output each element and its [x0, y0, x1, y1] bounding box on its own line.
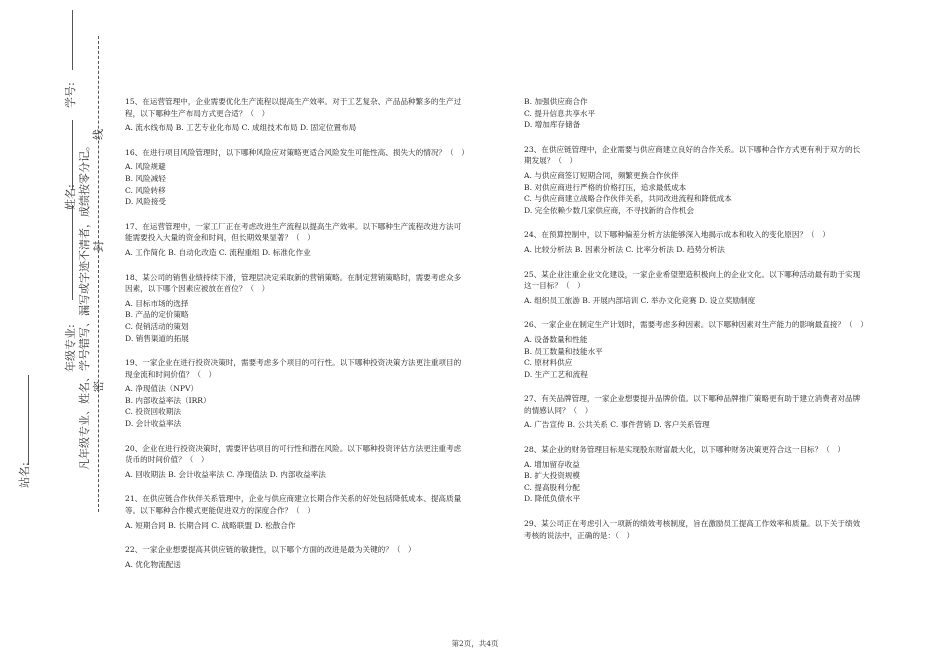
question-option: A. 净现值法（NPV）: [125, 384, 199, 394]
question-option: D. 增加库存储备: [524, 120, 581, 130]
question-stem: 20、企业在进行投资决策时，需要评估项目的可行性和潜在风险。以下哪种投资评估方法更注重考虑货币的时间价值？（ ）: [125, 443, 462, 465]
question-option: A. 工作简化 B. 自动化改造 C. 流程重组 D. 标准化作业: [125, 247, 311, 257]
page-footer: 第2页，共4页: [451, 639, 499, 648]
binding-notice: 凡年级专业、姓名、学号错写、漏写或字迹不清者，成绩按零分记。: [78, 140, 91, 470]
question: [524, 144, 864, 217]
question-option: A. 与供应商签订短期合同，频繁更换合作伙伴: [524, 170, 679, 180]
question-option: C. 提高股利分配: [524, 482, 580, 492]
question-stem: 21、在供应链合作伙伴关系管理中，企业与供应商建立长期合作关系的好处包括降低成本、提高质量等。以下哪种合作模式更能促进双方的深度合作？（ ）: [125, 494, 462, 516]
site-label: 站名:: [18, 462, 31, 488]
question-stem: 27、有关品牌管理，一家企业想要提升品牌价值。以下哪种品牌推广策略更有助于建立消费者对品牌的情感认同？（ ）: [524, 394, 861, 415]
question-option: A. 组织员工旅游 B. 开展内部培训 C. 举办文化竞赛 D. 设立奖励制度: [524, 295, 756, 305]
question-stem: 29、某公司正在考虑引入一项新的绩效考核制度，旨在激励员工提高工作效率和质量。以下关于绩效考核的说法中，正确的是：（ ）: [524, 519, 861, 540]
question-option: A. 设备数量和性能: [524, 334, 588, 344]
question-stem: 26、一家企业在制定生产计划时，需要考虑多种因素。以下哪种因素对生产能力的影响最直接？（ ）: [524, 320, 868, 330]
question-option: C. 风险转移: [125, 185, 166, 195]
question-option: D. 生产工艺和流程: [524, 369, 588, 379]
question-stem: 24、在预算控制中，以下哪种偏差分析方法能够深入地揭示成本和收入的变化原因？（ ）: [524, 230, 830, 240]
question-option: B. 加强供应商合作: [524, 97, 588, 106]
question-stem: 18、某公司的销售业绩持续下滑，管理层决定采取新的营销策略。在制定营销策略时，需要考虑众多因素，以下哪个因素应被放在首位？（ ）: [125, 272, 462, 294]
question: [524, 229, 864, 255]
seal-feng: 封: [92, 241, 105, 252]
question-option: A. 增加留存收益: [524, 459, 580, 469]
question: [125, 96, 465, 134]
seal-mi: 密: [92, 381, 105, 392]
question-option: D. 完全依赖少数几家供应商，不寻找新的合作机会: [524, 205, 695, 215]
question-option: A. 目标市场的选择: [125, 298, 189, 308]
question-option: C. 促销活动的策划: [125, 321, 189, 331]
question: [125, 357, 465, 430]
question: [524, 319, 868, 380]
name-label: 姓名:: [64, 184, 77, 210]
seal-dash-line: [98, 36, 99, 512]
question-option: C. 提升信息共享水平: [524, 108, 596, 118]
question-stem: 25、某企业注重企业文化建设，一家企业希望塑造积极向上的企业文化。以下哪种活动最有助于实现这一目标？（ ）: [524, 269, 861, 291]
question-option: D. 销售渠道的拓展: [125, 333, 189, 343]
question-option: C. 原材料供应: [524, 358, 573, 368]
question-option: B. 扩大投资规模: [524, 471, 580, 481]
seal-xian: 线: [92, 129, 105, 140]
grade-underline: [72, 205, 73, 300]
question-option: B. 员工数量和技能水平: [524, 346, 603, 356]
question-option: A. 回收期法 B. 会计收益率法 C. 净现值法 D. 内部收益率法: [125, 469, 326, 479]
question-stem: 22、一家企业想要提高其供应链的敏捷性，以下哪个方面的改进是最为关键的？（ ）: [125, 545, 416, 555]
site-underline: [28, 375, 29, 465]
name-underline: [72, 120, 73, 190]
question-stem: 23、在供应链管理中，企业需要与供应商建立良好的合作关系。以下哪种合作方式更有利于双方的长期发展？（ ）: [524, 144, 861, 166]
question: [125, 272, 465, 345]
grade-major-label: 年级专业:: [64, 324, 77, 372]
question: [524, 518, 864, 541]
question-option: B. 内部收益率法（IRR）: [125, 395, 211, 405]
question-stem: 28、某企业的财务管理目标是实现股东财富最大化，以下哪种财务决策更符合这一目标？（ ）: [524, 445, 846, 455]
question: [524, 444, 864, 505]
question-option: A. 流水线布局 B. 工艺专业化布局 C. 成组技术布局 D. 固定位置布局: [125, 123, 357, 133]
question: [125, 493, 465, 531]
question-option: B. 产品的定价策略: [125, 310, 189, 320]
question-option: C. 与供应商建立战略合作伙伴关系，共同改进流程和降低成本: [524, 194, 732, 204]
question-option: B. 风险减轻: [125, 173, 166, 183]
student-id-label: 学号:: [64, 82, 77, 108]
question-option: C. 投资回收期法: [125, 407, 181, 417]
question: [125, 221, 465, 259]
left-column: [125, 96, 469, 583]
question-option: B. 对供应商进行严格的价格打压，追求最低成本: [524, 182, 687, 192]
question-stem: 19、一家企业在进行投资决策时，需要考虑多个项目的可行性。以下哪种投资决策方法更注重项目的现金流和时间价值？（ ）: [125, 358, 462, 379]
question-continued: [524, 96, 864, 131]
question-option: D. 降低负债水平: [524, 494, 581, 504]
question-option: A. 广告宣传 B. 公共关系 C. 事件营销 D. 客户关系管理: [524, 420, 710, 430]
question-option: A. 短期合同 B. 长期合同 C. 战略联盟 D. 松散合作: [125, 520, 296, 530]
question-option: A. 风险规避: [125, 162, 166, 172]
question: [125, 443, 465, 481]
question-stem: 15、在运营管理中，企业需要优化生产流程以提高生产效率。对于工艺复杂、产品品种繁多的生产过程，以下哪种生产布局方式更合适？（ ）: [125, 97, 462, 118]
question-option: A. 优化物流配送: [125, 559, 181, 569]
question-stem: 17、在运营管理中，一家工厂正在考虑改进生产流程以提高生产效率。以下哪种生产流程改进方法可能需要投入大量的资金和时间，但长期效果显著？（ ）: [125, 221, 462, 243]
question: [125, 147, 469, 208]
student-id-underline: [72, 10, 73, 70]
question: [524, 393, 864, 431]
question: [524, 269, 864, 307]
binding-margin: [0, 0, 112, 672]
question-stem: 16、在进行项目风险管理时，以下哪种风险应对策略更适合风险发生可能性高、损失大的情况？（ ）: [125, 147, 469, 157]
question: [125, 544, 465, 570]
question-option: D. 风险接受: [125, 197, 167, 207]
question-option: D. 会计收益率法: [125, 419, 182, 429]
question-option: A. 比较分析法 B. 因素分析法 C. 比率分析法 D. 趋势分析法: [524, 244, 725, 254]
right-column: [524, 96, 868, 554]
